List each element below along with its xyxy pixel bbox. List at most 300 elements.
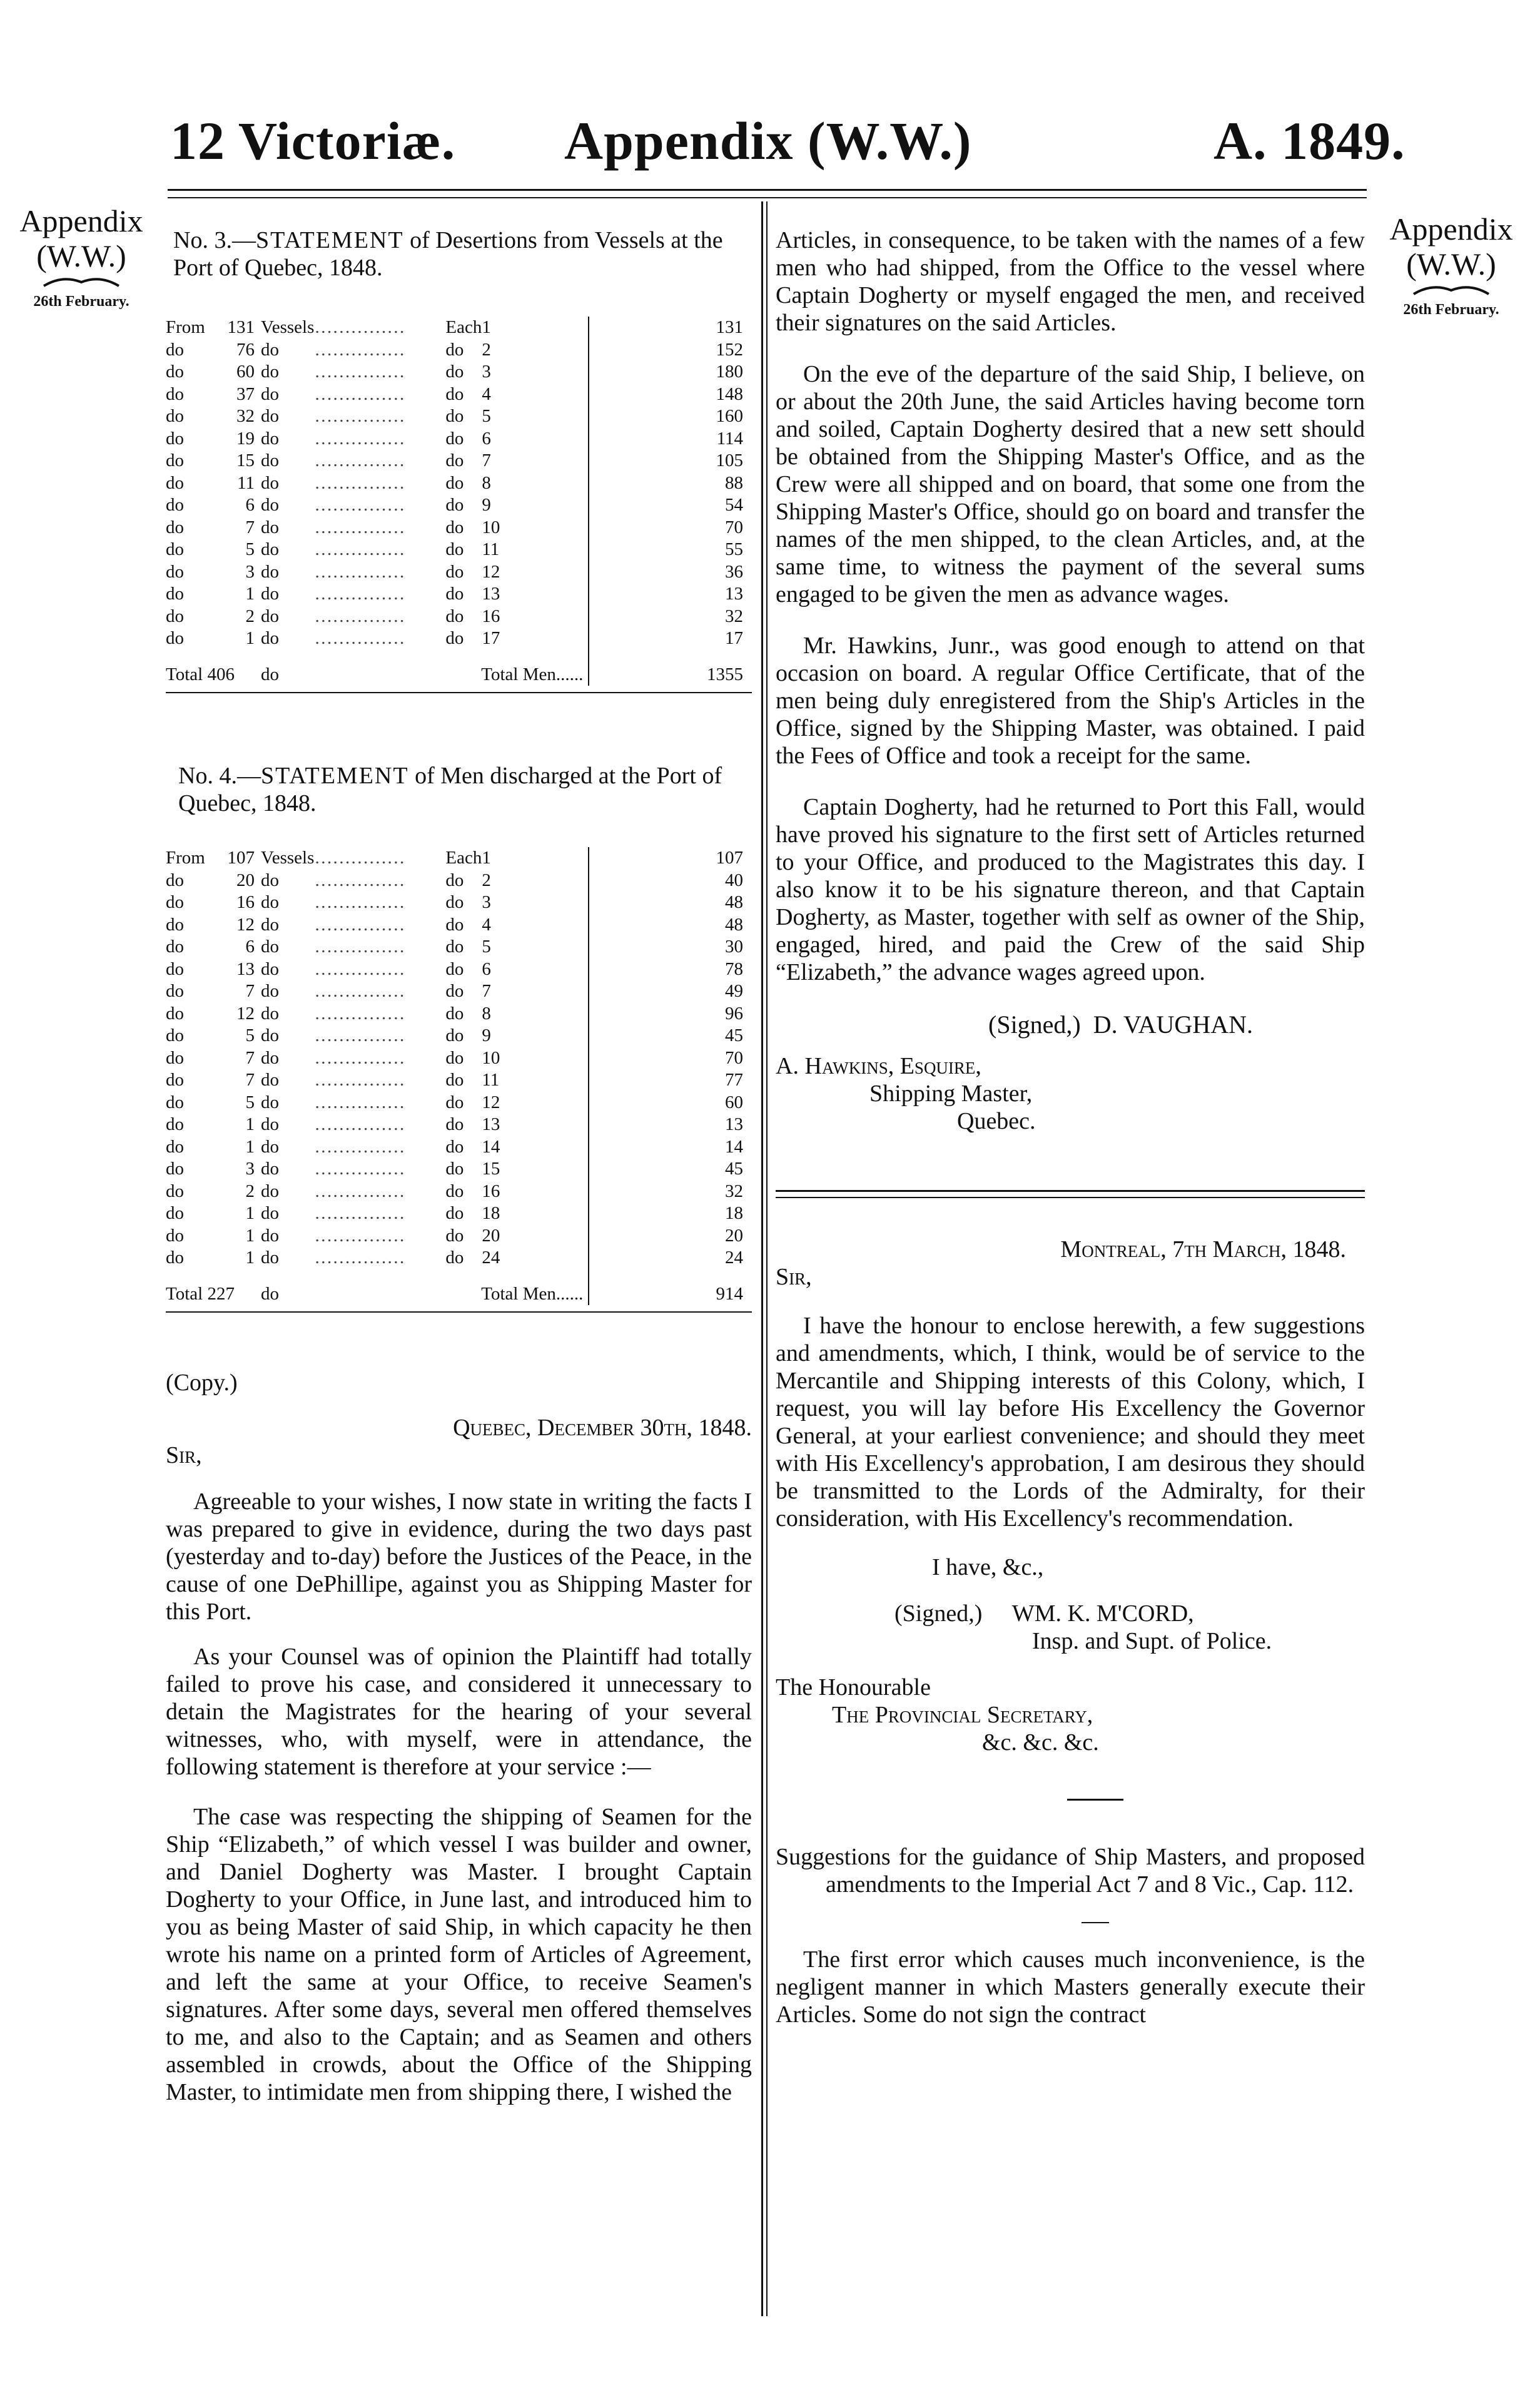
row-from: do [166, 339, 184, 360]
row-each: do [445, 1047, 464, 1068]
table-row [166, 1025, 752, 1047]
short-rule [1067, 1799, 1123, 1801]
letter1-para4: Articles, in consequence, to be taken with the names of a few men who had shipped, from the Office to the vessel where Captain Dogherty or myself engaged the men, and received their signatures on the said Articles. [776, 227, 1365, 336]
row-vessel-count: 1 [245, 1136, 255, 1157]
letter1-para5: On the eve of the departure of the said Ship, I believe, on or about the 20th June, the said Articles having become torn and soiled, Captain Dogherty desired that a new sett should be obtained from the Shipping Master's Office, and as the Crew were all shipped and on board, that some one from the Shipping Master's Office, should go on board and transfer the names of the men shipped, to the clean Articles, and, at the same time, to witness the payment of the several sums engaged to be given the men as advance wages. [776, 361, 1365, 608]
table-row [166, 339, 752, 362]
table-row [166, 539, 752, 561]
row-vessel-count: 1 [245, 584, 255, 604]
row-total: 17 [589, 628, 752, 650]
row-vessels-label: do [261, 362, 279, 382]
row-each: do [445, 450, 464, 470]
row-total: 30 [589, 936, 752, 958]
statement3-underline [166, 692, 752, 693]
letter2-place-date [776, 1236, 1365, 1263]
row-men-each: 10 [482, 1047, 500, 1068]
row-men-each: 1 [482, 317, 491, 337]
row-from: do [166, 628, 184, 648]
letter1-signature [776, 1011, 1365, 1039]
row-vessel-count: 7 [245, 1047, 255, 1068]
row-men-each: 2 [482, 339, 491, 360]
row-from: do [166, 539, 184, 559]
table-row [166, 980, 752, 1003]
letter1 [166, 1369, 752, 2106]
row-from: do [166, 892, 184, 912]
total-men: 1355 [589, 650, 752, 686]
row-vessel-count: 15 [236, 450, 255, 470]
row-leader-dots: …………… [314, 870, 405, 890]
row-vessels-label: do [261, 1047, 279, 1068]
statement3-rest: of Desertions from Vessels at the Port of Quebec, 1848. [173, 227, 723, 281]
row-from: do [166, 1203, 184, 1223]
letter1-para6: Mr. Hawkins, Junr., was good enough to attend on that occasion on board. A regular Office Certificate, that of the men being duly enregistered from the Ship's Articles in the Office, signed by the Shipping Master, was obtained. I paid the Fees of Office and took a receipt for the same. [776, 633, 1365, 769]
row-from: From [166, 848, 205, 868]
table-row [166, 428, 752, 450]
row-vessels-label: do [261, 958, 279, 979]
table-row [166, 1114, 752, 1136]
letter2-signer-title: Insp. and Supt. of Police. [1032, 1628, 1272, 1654]
row-each: do [445, 561, 464, 582]
letter2-para1: I have the honour to enclose herewith, a few suggestions and amendments, which, I think, would be of service to the Mercantile and Shipping interests of this Colony, which, I request, you will lay before His Excellency the Governor General, at your earliest convenience; and should they meet with His Excellency's approbation, I am desirous they should be transmitted to the Lords of the Admiralty, for their consideration, with His Excellency's recommendation. [776, 1313, 1365, 1532]
row-leader-dots: …………… [314, 892, 405, 912]
row-vessels-label: do [261, 1225, 279, 1246]
row-from: do [166, 914, 184, 935]
right-column [776, 226, 1365, 2028]
row-each: do [445, 1203, 464, 1223]
table-row [166, 1136, 752, 1159]
row-total: 180 [589, 361, 752, 384]
margin-date: 26th February. [33, 293, 129, 310]
row-total: 77 [589, 1069, 752, 1092]
row-vessels-label: do [261, 495, 279, 515]
row-vessel-count: 13 [236, 958, 255, 979]
margin-ww: (W.W.) [36, 238, 126, 273]
row-vessel-count: 32 [236, 406, 255, 426]
row-vessels-label: do [261, 1136, 279, 1157]
row-men-each: 14 [482, 1136, 500, 1157]
row-leader-dots: …………… [314, 914, 405, 935]
row-each: do [445, 1136, 464, 1157]
row-vessel-count: 1 [245, 628, 255, 648]
row-vessels-label: do [261, 606, 279, 626]
row-leader-dots: …………… [314, 1070, 405, 1090]
row-each: do [445, 981, 464, 1001]
margin-date: 26th February. [1403, 302, 1499, 318]
total-men-label: Total Men...... [481, 664, 584, 684]
row-leader-dots: …………… [314, 317, 405, 337]
row-men-each: 13 [482, 584, 500, 604]
margin-appendix: Appendix [1389, 211, 1513, 247]
letter2-signature [776, 1600, 1365, 1627]
statement4-caps: STATEMENT [260, 763, 409, 789]
table-row [166, 450, 752, 472]
letter1-para1: Agreeable to your wishes, I now state in writing the facts I was prepared to give in evidence, during the two days past (yesterday and to-day) before the Justices of the Peace, in the cause of one DePhillipe, against you as Shipping Master for this Port. [166, 1488, 752, 1625]
statement3-title [166, 226, 752, 282]
copy-label: (Copy.) [166, 1370, 238, 1396]
table-row [166, 494, 752, 517]
letter1-date: Quebec, December 30th, 1848. [453, 1415, 752, 1441]
row-men-each: 5 [482, 406, 491, 426]
short-rule-2 [1082, 1922, 1109, 1923]
row-leader-dots: …………… [314, 339, 405, 360]
table-row [166, 1203, 752, 1225]
row-each: do [445, 384, 464, 404]
row-total: 36 [589, 561, 752, 584]
header-volume: 12 Victoriæ. [170, 111, 456, 171]
row-total: 55 [589, 539, 752, 561]
row-leader-dots: …………… [314, 517, 405, 537]
letter2-date: Montreal, 7th March, 1848. [1060, 1236, 1346, 1263]
row-total: 160 [589, 405, 752, 428]
row-each: do [445, 892, 464, 912]
row-vessels-label: do [261, 870, 279, 890]
table-row [166, 1092, 752, 1114]
table-row [166, 1003, 752, 1025]
row-vessel-count: 3 [245, 561, 255, 582]
row-each: do [445, 1181, 464, 1201]
statement3-number: No. 3.— [173, 227, 256, 253]
row-total: 131 [589, 317, 752, 339]
row-leader-dots: …………… [314, 1225, 405, 1246]
column-divider [761, 201, 763, 2316]
table-row [166, 936, 752, 958]
row-vessels-label: do [261, 1248, 279, 1268]
top-rule-1 [168, 189, 1367, 191]
row-each: do [445, 539, 464, 559]
row-leader-dots: …………… [314, 450, 405, 470]
row-leader-dots: …………… [314, 937, 405, 957]
row-each: do [445, 1070, 464, 1090]
table-row [166, 561, 752, 584]
row-leader-dots: …………… [314, 628, 405, 648]
row-from: do [166, 606, 184, 626]
row-total: 45 [589, 1025, 752, 1047]
row-men-each: 12 [482, 561, 500, 582]
left-column [166, 226, 752, 2106]
row-men-each: 8 [482, 1003, 491, 1024]
row-from: do [166, 1114, 184, 1134]
row-from: do [166, 1225, 184, 1246]
row-vessels-label: do [261, 1092, 279, 1112]
row-vessel-count: 76 [236, 339, 255, 360]
row-total: 24 [589, 1247, 752, 1269]
row-vessel-count: 7 [245, 1070, 255, 1090]
row-each: do [445, 1225, 464, 1246]
row-from: do [166, 1092, 184, 1112]
row-total: 48 [589, 892, 752, 914]
row-leader-dots: …………… [314, 561, 405, 582]
row-vessels-label: do [261, 628, 279, 648]
row-total: 70 [589, 1047, 752, 1070]
row-men-each: 17 [482, 628, 500, 648]
table-row [166, 958, 752, 981]
row-from: do [166, 406, 184, 426]
row-total: 96 [589, 1003, 752, 1025]
margin-ww: (W.W.) [1406, 247, 1496, 282]
row-leader-dots: …………… [314, 406, 405, 426]
letter2-addressee: The Honourable [776, 1674, 931, 1701]
row-each: do [445, 914, 464, 935]
table-row [166, 361, 752, 384]
letter1-para3: The case was respecting the shipping of Seamen for the Ship “Elizabeth,” of which vessel I was builder and owner, and Daniel Dogherty was Master. I brought Captain Dogherty to your Office, in June last, and introduced him to you as being Master of said Ship, in which capacity he then wrote his name on a printed form of Articles of Agreement, and left the same at your Office, to receive Seamen's signatures. After some days, several men offered themselves to me, and also to the Captain; and as Seamen and others assembled in crowds, about the Office of the Shipping Master, to intimidate men from shipping there, I wished the [166, 1804, 752, 2105]
letter2-addressee-title [776, 1701, 1365, 1729]
table-row [166, 914, 752, 937]
row-from: From [166, 317, 205, 337]
row-vessels-label: do [261, 1203, 279, 1223]
row-vessels-label: do [261, 1003, 279, 1024]
row-each: do [445, 606, 464, 626]
row-total: 107 [589, 847, 752, 870]
row-total: 13 [589, 1114, 752, 1136]
row-vessel-count: 20 [236, 870, 255, 890]
row-total: 70 [589, 517, 752, 539]
table-row [166, 870, 752, 892]
row-total: 48 [589, 914, 752, 937]
row-vessel-count: 5 [245, 1092, 255, 1112]
row-each: do [445, 958, 464, 979]
row-men-each: 7 [482, 450, 491, 470]
row-total: 20 [589, 1225, 752, 1248]
row-each: do [445, 870, 464, 890]
row-vessels-label: do [261, 384, 279, 404]
suggestions-para1: The first error which causes much inconvenience, is the negligent manner in which Masters generally execute their Articles. Some do not sign the contract [776, 1946, 1365, 2028]
row-vessel-count: 2 [245, 606, 255, 626]
row-vessel-count: 7 [245, 981, 255, 1001]
total-label: Total [166, 664, 203, 684]
row-from: do [166, 1025, 184, 1045]
table-row [166, 1247, 752, 1269]
statement4-rest: of Men discharged at the Port of Quebec, 1848. [178, 763, 722, 816]
row-each: do [445, 1025, 464, 1045]
row-total: 40 [589, 870, 752, 892]
row-each: do [445, 1159, 464, 1179]
row-vessels-label: do [261, 1159, 279, 1179]
row-leader-dots: …………… [314, 1025, 405, 1045]
row-from: do [166, 1136, 184, 1157]
top-rule-2 [168, 197, 1367, 198]
row-leader-dots: …………… [314, 384, 405, 404]
row-men-each: 5 [482, 937, 491, 957]
row-leader-dots: …………… [314, 848, 405, 868]
row-leader-dots: …………… [314, 1114, 405, 1134]
row-vessels-label: do [261, 1114, 279, 1134]
row-each: do [445, 406, 464, 426]
row-from: do [166, 362, 184, 382]
signed-label: (Signed,) [988, 1010, 1081, 1039]
row-vessel-count: 3 [245, 1159, 255, 1179]
row-vessels-label: Vessels [261, 317, 315, 337]
row-leader-dots: …………… [314, 495, 405, 515]
row-each: do [445, 472, 464, 493]
row-from: do [166, 495, 184, 515]
margin-note-left [19, 203, 144, 311]
row-men-each: 9 [482, 495, 491, 515]
row-men-each: 3 [482, 362, 491, 382]
row-each: do [445, 1114, 464, 1134]
table-row [166, 405, 752, 428]
row-vessels-label: do [261, 539, 279, 559]
row-men-each: 11 [482, 1070, 500, 1090]
total-label: Total [166, 1283, 203, 1304]
row-vessel-count: 7 [245, 517, 255, 537]
row-men-each: 7 [482, 981, 491, 1001]
row-total: 18 [589, 1203, 752, 1225]
header-year: A. 1849. [1213, 111, 1406, 171]
section-rule-2 [776, 1197, 1365, 1198]
row-vessel-count: 2 [245, 1181, 255, 1201]
row-leader-dots: …………… [314, 606, 405, 626]
row-men-each: 18 [482, 1203, 500, 1223]
total-vessels: 227 [207, 1283, 235, 1304]
row-from: do [166, 1159, 184, 1179]
row-total: 13 [589, 583, 752, 606]
row-leader-dots: …………… [314, 1181, 405, 1201]
row-men-each: 24 [482, 1248, 500, 1268]
row-men-each: 11 [482, 539, 500, 559]
row-each: do [445, 339, 464, 360]
row-vessel-count: 131 [227, 317, 255, 337]
total-men-label: Total Men...... [481, 1283, 584, 1304]
row-men-each: 16 [482, 606, 500, 626]
table-row [166, 317, 752, 339]
row-from: do [166, 584, 184, 604]
row-vessels-label: do [261, 406, 279, 426]
row-each: do [445, 1092, 464, 1112]
table-row [166, 606, 752, 628]
letter1-addressee-title: Shipping Master, [869, 1081, 1033, 1107]
table-row [166, 1069, 752, 1092]
table-row [166, 1047, 752, 1070]
total-men: 914 [589, 1269, 752, 1306]
suggestions-heading: Suggestions for the guidance of Ship Masters, and proposed amendments to the Imperial Act 7 and 8 Vic., Cap. 112. [776, 1844, 1365, 1898]
row-total: 14 [589, 1136, 752, 1159]
table-row [166, 892, 752, 914]
row-total: 32 [589, 1181, 752, 1203]
row-vessels-label: do [261, 981, 279, 1001]
total-vessels: 406 [207, 664, 235, 684]
row-leader-dots: …………… [314, 958, 405, 979]
table-row [166, 517, 752, 539]
row-total: 148 [589, 384, 752, 406]
row-leader-dots: …………… [314, 1203, 405, 1223]
row-men-each: 4 [482, 384, 491, 404]
row-men-each: 4 [482, 914, 491, 935]
statement3-table [166, 317, 752, 686]
table-row [166, 1225, 752, 1248]
row-men-each: 9 [482, 1025, 491, 1045]
letter1-salutation: Sir, [166, 1442, 202, 1468]
statement4-total-row [166, 1269, 752, 1306]
row-total: 105 [589, 450, 752, 472]
row-men-each: 6 [482, 428, 491, 449]
table-row [166, 628, 752, 650]
row-vessels-label: do [261, 561, 279, 582]
row-from: do [166, 450, 184, 470]
signed-label: (Signed,) [894, 1600, 983, 1627]
swash-ornament [1385, 282, 1517, 298]
row-each: do [445, 495, 464, 515]
row-vessels-label: do [261, 339, 279, 360]
row-leader-dots: …………… [314, 362, 405, 382]
row-vessel-count: 37 [236, 384, 255, 404]
row-vessel-count: 1 [245, 1114, 255, 1134]
row-from: do [166, 870, 184, 890]
column-divider-2 [766, 201, 767, 2316]
row-leader-dots: …………… [314, 1092, 405, 1112]
row-vessel-count: 12 [236, 914, 255, 935]
row-vessels-label: do [261, 517, 279, 537]
row-from: do [166, 937, 184, 957]
row-from: do [166, 472, 184, 493]
row-total: 88 [589, 472, 752, 495]
statement3-total-row [166, 650, 752, 686]
row-each: do [445, 584, 464, 604]
row-each: do [445, 1248, 464, 1268]
row-vessels-label: do [261, 937, 279, 957]
row-men-each: 2 [482, 870, 491, 890]
row-men-each: 13 [482, 1114, 500, 1134]
row-from: do [166, 981, 184, 1001]
row-leader-dots: …………… [314, 1003, 405, 1024]
row-men-each: 12 [482, 1092, 500, 1112]
row-men-each: 1 [482, 848, 491, 868]
row-total: 45 [589, 1158, 752, 1181]
row-vessels-label: do [261, 1025, 279, 1045]
row-vessel-count: 16 [236, 892, 255, 912]
row-men-each: 8 [482, 472, 491, 493]
row-vessels-label: do [261, 428, 279, 449]
row-vessel-count: 19 [236, 428, 255, 449]
row-each: do [445, 428, 464, 449]
row-vessel-count: 1 [245, 1248, 255, 1268]
row-vessels-label: do [261, 450, 279, 470]
statement4-table [166, 847, 752, 1305]
row-vessels-label: do [261, 892, 279, 912]
table-row [166, 1158, 752, 1181]
letter1-place-date [166, 1414, 752, 1442]
row-each: do [445, 362, 464, 382]
statement3-caps: STATEMENT [255, 227, 404, 253]
row-leader-dots: …………… [314, 472, 405, 493]
row-vessel-count: 12 [236, 1003, 255, 1024]
letter2-addressee-etc: &c. &c. &c. [982, 1729, 1099, 1756]
row-vessel-count: 5 [245, 1025, 255, 1045]
row-leader-dots: …………… [314, 1047, 405, 1068]
row-total: 49 [589, 980, 752, 1003]
row-each: do [445, 517, 464, 537]
row-vessels-label: do [261, 914, 279, 935]
table-row [166, 847, 752, 870]
row-leader-dots: …………… [314, 981, 405, 1001]
row-men-each: 20 [482, 1225, 500, 1246]
row-each: Each [445, 848, 482, 868]
table-row [166, 384, 752, 406]
row-total: 60 [589, 1092, 752, 1114]
header-appendix: Appendix (W.W.) [564, 111, 972, 171]
row-men-each: 6 [482, 958, 491, 979]
row-from: do [166, 1181, 184, 1201]
row-from: do [166, 1070, 184, 1090]
total-unit: do [261, 664, 279, 684]
table-row [166, 583, 752, 606]
row-total: 78 [589, 958, 752, 981]
row-vessels-label: do [261, 1181, 279, 1201]
row-men-each: 16 [482, 1181, 500, 1201]
margin-appendix: Appendix [19, 203, 143, 238]
row-vessel-count: 1 [245, 1225, 255, 1246]
row-men-each: 15 [482, 1159, 500, 1179]
row-from: do [166, 1047, 184, 1068]
